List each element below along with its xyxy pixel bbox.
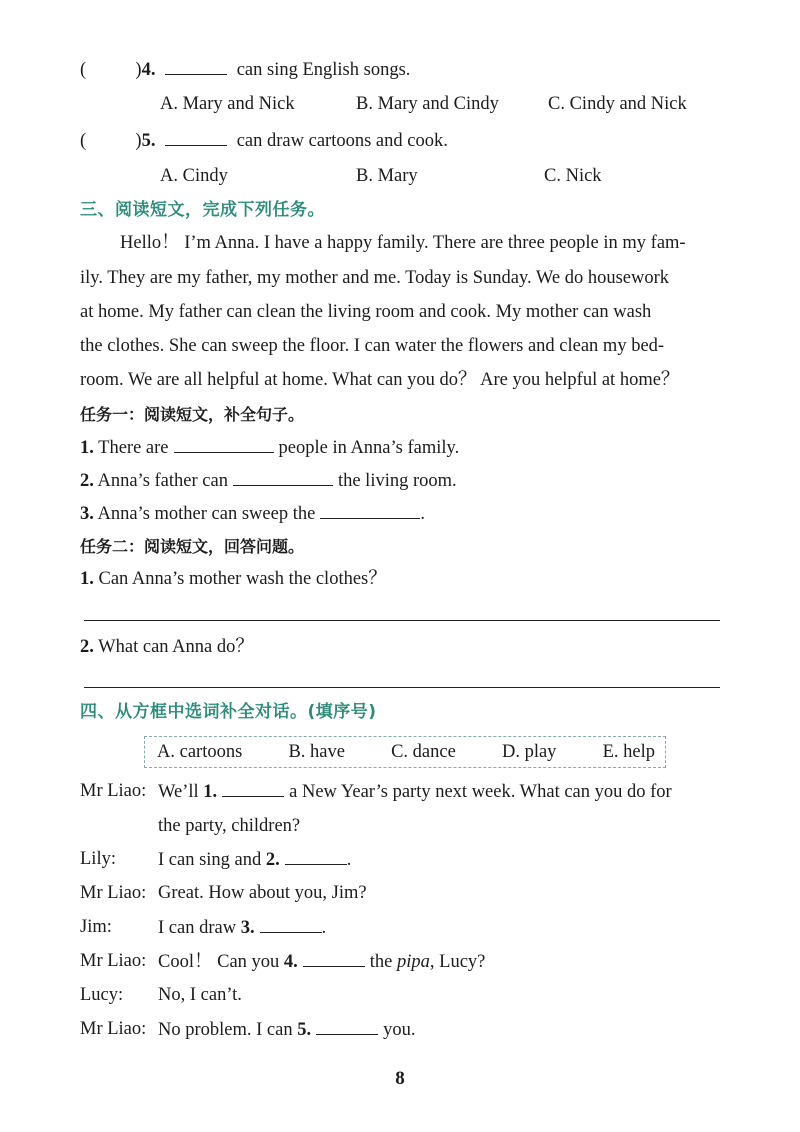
task1-item-2	[80, 469, 457, 492]
fill-blank[interactable]	[174, 436, 274, 453]
speaker-label: Mr Liao:	[80, 1019, 147, 1039]
line-text: the	[369, 952, 398, 972]
dialogue-blank[interactable]	[260, 916, 322, 933]
option-c: C. Nick	[544, 166, 602, 186]
line-text: .	[346, 850, 352, 870]
dialogue-line-1-cont: the party, children?	[158, 816, 301, 836]
passage-line-4: the clothes. She can sweep the floor. I can water the flowers and clean my bed-	[80, 336, 665, 356]
dialogue-blank[interactable]	[303, 950, 365, 967]
line-text: a New Year’s party next week. What can you do for	[289, 782, 672, 802]
passage-line-2: ily. They are my father, my mother and me. Today is Sunday. We do housework	[80, 268, 670, 288]
passage-line-5: room. We are all helpful at home. What can you do？ Are you helpful at home？	[80, 370, 680, 390]
dialogue-line-6: No, I can’t.	[158, 985, 242, 1005]
answer-blank[interactable]	[165, 129, 227, 146]
item-number: 1.	[80, 438, 94, 458]
item-number: 2.	[80, 637, 94, 657]
section-3-heading: 三、阅读短文，完成下列任务。	[80, 200, 325, 220]
speaker-label: Mr Liao:	[80, 883, 147, 903]
option-b: B. Mary	[356, 166, 418, 186]
task-1-heading: 任务一：阅读短文，补全句子。	[80, 405, 305, 424]
line-text: We’ll	[158, 782, 199, 802]
question-number: 5.	[141, 131, 156, 151]
question-stem: can sing English songs.	[236, 60, 411, 80]
line-text: , Lucy?	[429, 952, 486, 972]
question-4	[80, 58, 410, 81]
task2-question-1	[80, 568, 387, 590]
blank-number: 2.	[265, 850, 280, 870]
answer-paren-close: )	[135, 131, 142, 151]
item-text: There are	[98, 438, 169, 458]
speaker-label: Lucy:	[80, 985, 124, 1005]
word-option: E. help	[602, 741, 655, 762]
task2-question-2	[80, 636, 254, 658]
line-text: you.	[383, 1020, 416, 1040]
dialogue-blank[interactable]	[316, 1018, 378, 1035]
speaker-label: Lily:	[80, 849, 116, 869]
item-text: people in Anna’s family.	[278, 438, 460, 458]
page-number: 8	[395, 1068, 405, 1089]
italic-word: pipa	[397, 952, 430, 972]
option-a: A. Cindy	[160, 166, 228, 186]
item-text: the living room.	[337, 471, 457, 491]
speaker-label: Mr Liao:	[80, 781, 147, 801]
speaker-label: Jim:	[80, 917, 112, 937]
question-5	[80, 129, 448, 152]
word-option: A. cartoons	[157, 741, 243, 762]
dialogue-line-1	[158, 780, 672, 803]
fill-blank[interactable]	[320, 502, 420, 519]
task1-item-3	[80, 502, 425, 525]
dialogue-line-2	[158, 848, 351, 871]
dialogue-line-7	[158, 1018, 415, 1041]
option-a: A. Mary and Nick	[160, 94, 295, 114]
answer-paren-open[interactable]: (	[80, 60, 87, 80]
question-number: 4.	[141, 60, 156, 80]
option-c: C. Cindy and Nick	[548, 94, 687, 114]
question-text: What can Anna do？	[98, 637, 254, 657]
task1-item-1	[80, 436, 459, 459]
item-number: 3.	[80, 504, 94, 524]
word-option: D. play	[501, 741, 557, 762]
line-text: I can sing and	[158, 850, 262, 870]
item-text: Anna’s father can	[97, 471, 228, 491]
line-text: No problem. I can	[158, 1020, 293, 1040]
answer-line[interactable]	[84, 687, 720, 688]
question-stem: can draw cartoons and cook.	[236, 131, 448, 151]
answer-blank[interactable]	[165, 58, 227, 75]
blank-number: 4.	[283, 952, 298, 972]
line-text: .	[321, 918, 327, 938]
dialogue-blank[interactable]	[285, 848, 347, 865]
item-text: Anna’s mother can sweep the	[97, 504, 316, 524]
passage-line-1: Hello！ I’m Anna. I have a happy family. There are three people in my fam-	[120, 233, 686, 253]
word-option: B. have	[288, 741, 345, 762]
word-option: C. dance	[391, 741, 456, 762]
blank-number: 1.	[203, 782, 218, 802]
passage-line-3: at home. My father can clean the living room and cook. My mother can wash	[80, 302, 652, 322]
dialogue-line-5	[158, 950, 485, 973]
answer-paren-open[interactable]: (	[80, 131, 87, 151]
option-b: B. Mary and Cindy	[356, 94, 499, 114]
item-number: 1.	[80, 569, 94, 589]
dialogue-line-4	[158, 916, 326, 939]
dialogue-line-3: Great. How about you, Jim?	[158, 883, 367, 903]
section-4-heading: 四、从方框中选词补全对话。(填序号)	[80, 702, 377, 722]
blank-number: 5.	[297, 1020, 312, 1040]
dialogue-blank[interactable]	[222, 780, 284, 797]
blank-number: 3.	[240, 918, 255, 938]
answer-line[interactable]	[84, 620, 720, 621]
line-text: I can draw	[158, 918, 237, 938]
answer-paren-close: )	[135, 60, 142, 80]
task-2-heading: 任务二：阅读短文，回答问题。	[80, 537, 305, 556]
item-text: .	[420, 504, 425, 524]
fill-blank[interactable]	[233, 469, 333, 486]
line-text: Cool！ Can you	[158, 952, 280, 972]
question-text: Can Anna’s mother wash the clothes？	[98, 569, 387, 589]
item-number: 2.	[80, 471, 94, 491]
word-box	[144, 736, 666, 768]
speaker-label: Mr Liao:	[80, 951, 147, 971]
